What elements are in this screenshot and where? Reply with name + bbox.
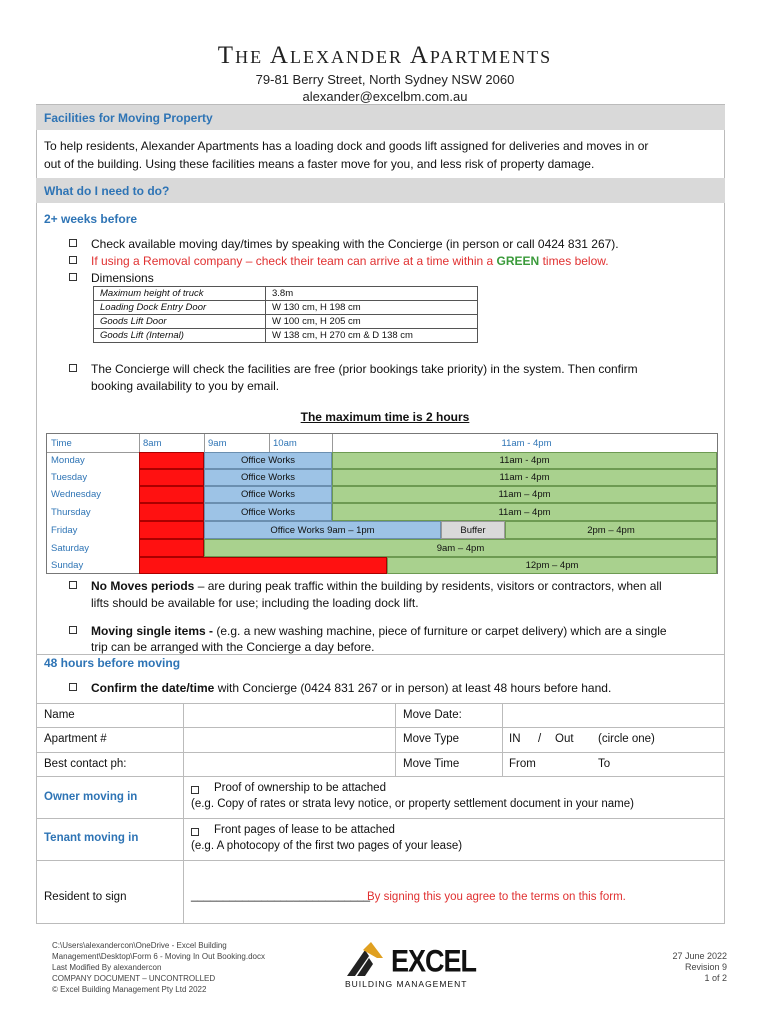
logo-sub-text: BUILDING MANAGEMENT: [345, 979, 468, 989]
move-time-label: Move Time: [403, 758, 460, 770]
table-row: Goods Lift (Internal) W 138 cm, H 270 cm & D 138 cm: [94, 329, 478, 343]
footer-right: 27 June 2022 Revision 9 1 of 2: [672, 951, 727, 983]
no-moves-cell: [139, 539, 204, 557]
address: 79-81 Berry Street, North Sydney NSW 2060: [255, 72, 515, 87]
signature-line[interactable]: ____________________________: [191, 890, 371, 902]
no-moves-text-2: lifts should be available for use; including the loading dock lift.: [91, 596, 419, 610]
section-what-title: What do I need to do?: [36, 178, 725, 203]
logo-main-text: EXCEL: [391, 943, 477, 979]
owner-proof-example: (e.g. Copy of rates or strata levy notice, or property settlement document in your name): [191, 798, 634, 810]
checkbox-dimensions[interactable]: [69, 273, 77, 281]
weeks-before-heading: 2+ weeks before: [44, 212, 138, 226]
tenant-label: Tenant moving in: [44, 832, 139, 844]
available-cell: 12pm – 4pm: [387, 557, 717, 574]
day-thursday: Thursday: [51, 506, 91, 518]
day-sunday: Sunday: [51, 560, 84, 571]
no-moves-cell: [139, 521, 204, 539]
apartment-field[interactable]: [184, 728, 394, 752]
name-label: Name: [44, 709, 75, 721]
checkbox-no-moves[interactable]: [69, 581, 77, 589]
no-moves-cell: [139, 557, 387, 574]
single-items-text-2: trip can be arranged with the Concierge a day before.: [91, 640, 375, 654]
move-date-label: Move Date:: [403, 709, 462, 721]
no-moves-text-1: No Moves periods – are during peak traffic within the building by residents, visitors or contractors, when all: [91, 579, 662, 593]
schedule-table: [46, 433, 718, 574]
dimensions-label: Dimensions: [91, 271, 154, 285]
hours48-heading: 48 hours before moving: [44, 656, 181, 670]
schedule-header-8am: 8am: [143, 437, 162, 449]
contact-label: Best contact ph:: [44, 758, 127, 770]
checkbox-concierge[interactable]: [69, 364, 77, 372]
schedule-header-10am: 10am: [273, 437, 297, 449]
name-field[interactable]: [184, 704, 394, 727]
dimensions-table: [93, 286, 478, 343]
sign-note: By signing this you agree to the terms on this form.: [367, 891, 626, 903]
facilities-text-1: To help residents, Alexander Apartments has a loading dock and goods lift assigned for deliveries and moves in or: [44, 139, 649, 153]
apartment-label: Apartment #: [44, 733, 107, 745]
move-time-from: From: [509, 758, 536, 770]
document-title: The Alexander Apartments: [217, 42, 553, 69]
available-cell: 11am – 4pm: [332, 486, 717, 503]
day-saturday: Saturday: [51, 542, 90, 554]
owner-label: Owner moving in: [44, 791, 138, 803]
check-availability-text: Check available moving day/times by speaking with the Concierge (in person or call 0424 831 267).: [91, 237, 619, 251]
available-cell: 9am – 4pm: [204, 539, 717, 557]
table-row: Loading Dock Entry Door W 130 cm, H 198 cm: [94, 301, 478, 315]
tenant-lease-text: Front pages of lease to be attached: [214, 824, 395, 836]
schedule-header-time: Time: [51, 437, 72, 449]
office-works-cell: Office Works: [204, 469, 332, 486]
day-friday: Friday: [51, 524, 78, 536]
move-type-label: Move Type: [403, 733, 460, 745]
office-works-cell: Office Works: [204, 452, 332, 469]
confirm-text: Confirm the date/time with Concierge (0424 831 267 or in person) at least 48 hours before hand.: [91, 681, 612, 695]
available-cell: 11am - 4pm: [332, 469, 717, 486]
office-works-cell: Office Works: [204, 486, 332, 503]
no-moves-cell: [139, 503, 204, 521]
table-row: Maximum height of truck 3.8m: [94, 287, 478, 301]
available-cell: 2pm – 4pm: [505, 521, 717, 539]
concierge-text-2: booking availability to you by email.: [91, 379, 280, 393]
section-facilities-title: Facilities for Moving Property: [36, 105, 725, 130]
schedule-header-11am-4pm: 11am - 4pm: [501, 437, 552, 449]
checkbox-tenant-lease[interactable]: [191, 828, 199, 836]
move-type-in[interactable]: IN: [509, 733, 521, 745]
excel-logo-icon: [345, 942, 389, 978]
tenant-lease-example: (e.g. A photocopy of the first two pages of your lease): [191, 840, 463, 852]
move-date-field[interactable]: [503, 704, 724, 727]
circle-one-note: (circle one): [598, 733, 655, 745]
day-wednesday: Wednesday: [51, 489, 101, 500]
removal-company-text: If using a Removal company – check their team can arrive at a time within a GREEN times below.: [91, 254, 609, 268]
checkbox-confirm[interactable]: [69, 683, 77, 691]
move-type-slash: /: [538, 733, 542, 745]
checkbox-single-items[interactable]: [69, 626, 77, 634]
schedule-header-9am: 9am: [208, 437, 227, 449]
table-row: Goods Lift Door W 100 cm, H 205 cm: [94, 315, 478, 329]
checkbox-removal-company[interactable]: [69, 256, 77, 264]
resident-sign-label: Resident to sign: [44, 891, 127, 903]
concierge-text-1: The Concierge will check the facilities are free (prior bookings take priority) in the system. Then confirm: [91, 362, 638, 376]
day-monday: Monday: [51, 455, 85, 466]
max-time-heading: The maximum time is 2 hours: [300, 410, 470, 424]
available-cell: 11am - 4pm: [332, 452, 717, 469]
checkbox-owner-proof[interactable]: [191, 786, 199, 794]
no-moves-cell: [139, 486, 204, 503]
contact-field[interactable]: [184, 753, 394, 776]
available-cell: 11am – 4pm: [332, 503, 717, 521]
checkbox-check-availability[interactable]: [69, 239, 77, 247]
office-works-cell: Office Works: [204, 503, 332, 521]
owner-proof-text: Proof of ownership to be attached: [214, 782, 386, 794]
no-moves-cell: [139, 469, 204, 486]
single-items-text-1: Moving single items - (e.g. a new washing machine, piece of furniture or carpet delivery) which are a single: [91, 624, 667, 638]
email: alexander@excelbm.com.au: [302, 89, 468, 104]
day-tuesday: Tuesday: [51, 472, 88, 483]
move-time-to: To: [598, 758, 611, 770]
office-works-friday-cell: Office Works 9am – 1pm: [204, 521, 441, 539]
footer-left: C:\Users\alexandercon\OneDrive - Excel Building Management\Desktop\Form 6 - Moving In Out Booking.docx Last Modified By alexandercon COMPANY DOCUMENT – UNCONTROLLED © Excel Building Management Pty Ltd 2022: [52, 941, 265, 994]
excel-logo: [345, 942, 475, 992]
facilities-text-2: out of the building. Using these facilities means a faster move for you, and less risk of property damage.: [44, 157, 595, 171]
buffer-cell: Buffer: [441, 521, 505, 539]
move-type-out[interactable]: Out: [555, 733, 574, 745]
no-moves-cell: [139, 452, 204, 469]
